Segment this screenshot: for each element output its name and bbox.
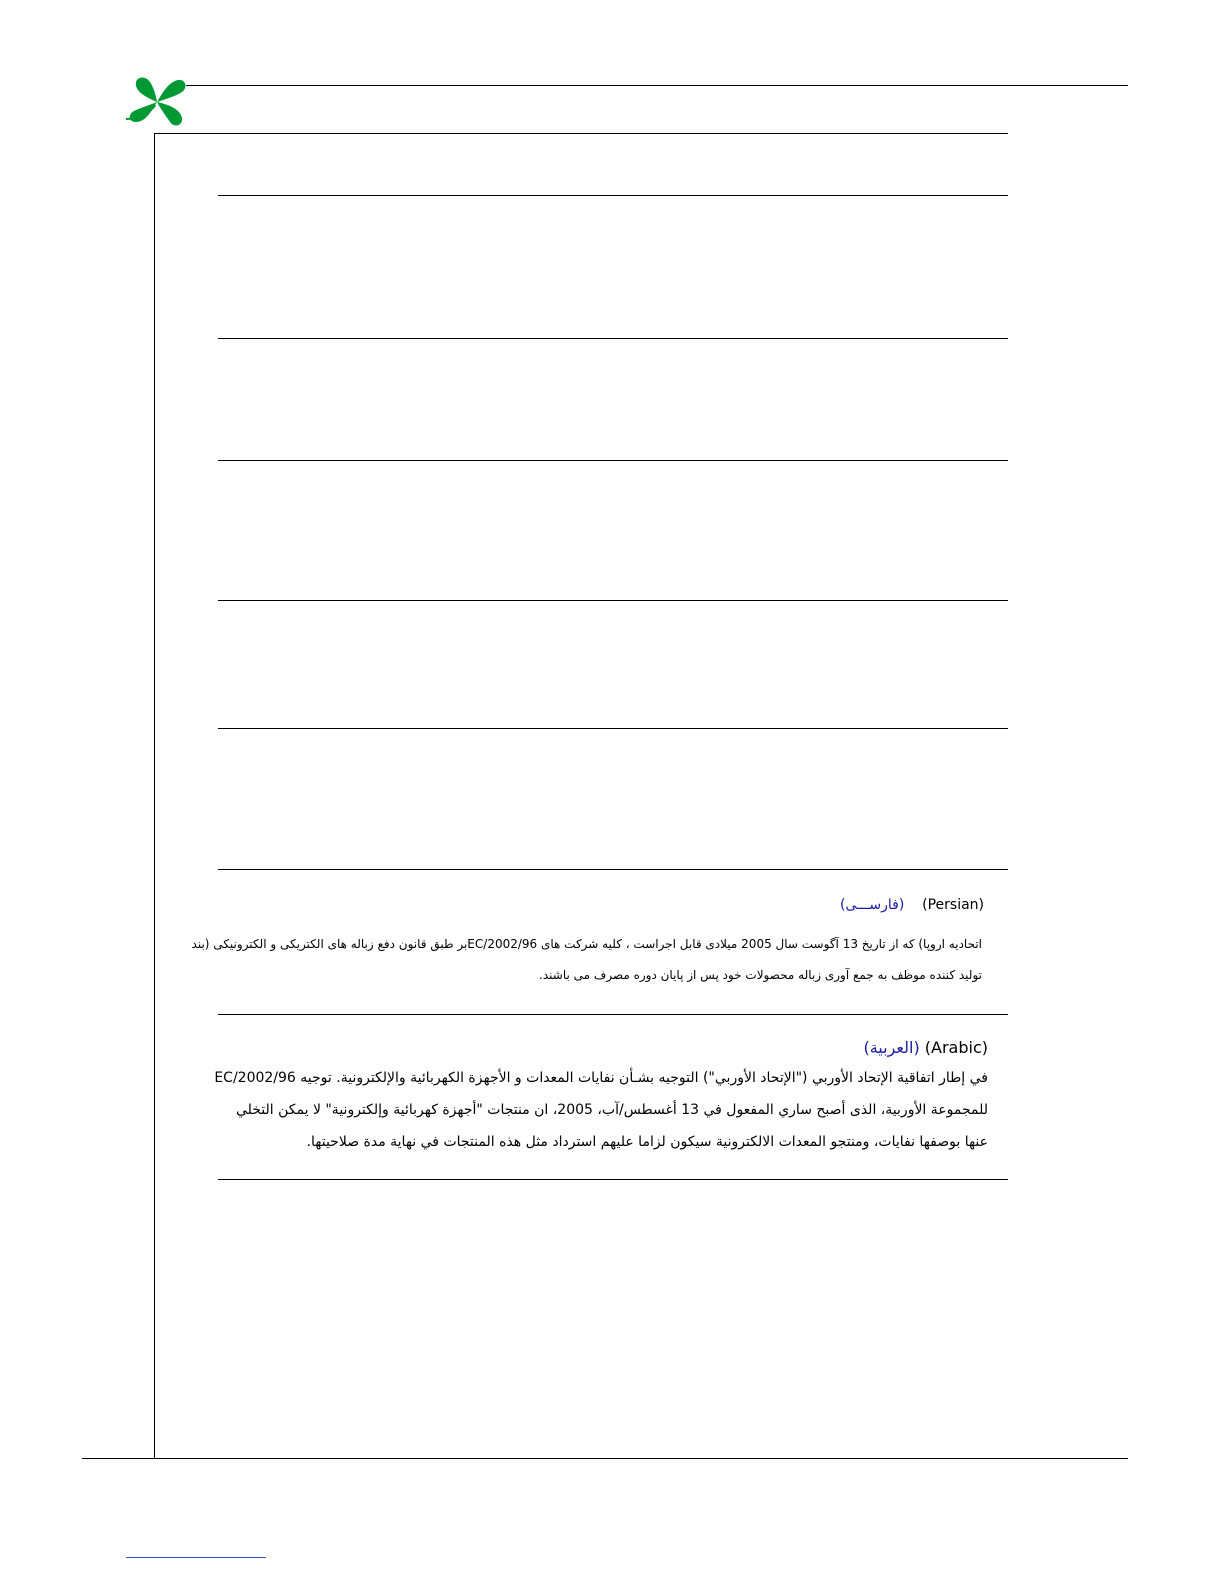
- table-rule: [218, 600, 1008, 601]
- table-rule: [218, 1014, 1008, 1015]
- arabic-line-2: للمجموعة الأوربية، الذى أصبح ساري المفعول في 13 أغسطس/آب، 2005، ان منتجات "أجهزة كهربائية وإلكترونية" لا يمكن التخلي: [235, 1102, 988, 1118]
- table-rule: [218, 728, 1008, 729]
- table-rule: [154, 133, 1008, 134]
- persian-native-name: (فارســـی): [839, 897, 905, 913]
- arabic-line-1: في إطار اتفاقية الإتحاد الأوربي ("الإتحاد الأوربي") التوجيه بشـأن نفايات المعدات و الأجهزة الكهربائية والإلكترونية. توجيه 2002/96/EC: [214, 1070, 988, 1086]
- arabic-heading: [863, 1038, 988, 1057]
- arabic-line-3: عنها بوصفها نفايات، ومنتجو المعدات الالكترونية سيكون لزاما عليهم استرداد مثل هذه المنتجات في نهاية مدة صلاحيتها.: [306, 1134, 988, 1150]
- header-rule: [186, 85, 1128, 86]
- footer-rule: [82, 1458, 1128, 1459]
- persian-english-name: (Persian): [922, 897, 984, 913]
- table-rule: [218, 338, 1008, 339]
- persian-line-1: اتحادیه اروپا) که از تاریخ 13 آگوست سال 2005 میلادی قابل اجراست ، کلیه شرکت های 2002/96/ECبر طبق قانون دفع زباله های الکتریکی و الکترونیکی (بند: [191, 937, 982, 951]
- margin-rule: [154, 133, 155, 1459]
- persian-heading: [840, 897, 984, 913]
- table-rule: [218, 460, 1008, 461]
- table-rule: [218, 869, 1008, 870]
- persian-line-2: تولید کننده موظف به جمع آوری زباله محصولات خود پس از پایان دوره مصرف می باشند.: [539, 968, 982, 982]
- arabic-english-name: (Arabic): [924, 1038, 988, 1057]
- table-rule: [218, 1179, 1008, 1180]
- clover-leaf-icon: [124, 74, 190, 130]
- table-rule: [218, 195, 1008, 196]
- footer-link-underline: [126, 1557, 266, 1558]
- arabic-native-name: (العربية): [863, 1038, 920, 1057]
